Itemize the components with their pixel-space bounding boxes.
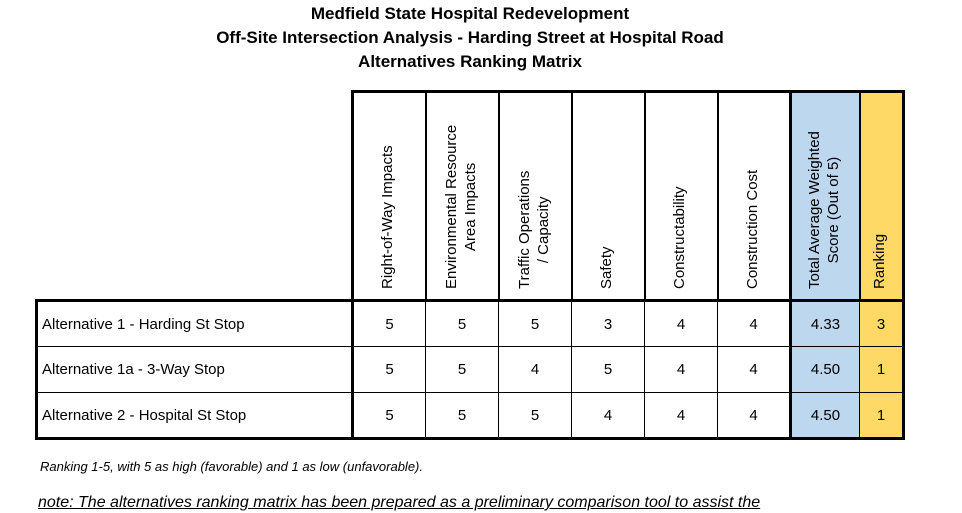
score-cell: 5 [499, 301, 572, 347]
title-line-2: Off-Site Intersection Analysis - Harding Street at Hospital Road [216, 28, 724, 47]
score-cell: 5 [426, 393, 499, 439]
header-safety [572, 92, 645, 301]
header-total-label-1: Total Average Weighted [806, 131, 824, 289]
total-score-cell: 4.33 [791, 301, 860, 347]
score-cell: 4 [718, 301, 791, 347]
title-line-3: Alternatives Ranking Matrix [358, 52, 582, 71]
ranking-legend: Ranking 1-5, with 5 as high (favorable) and 1 as low (unfavorable). [40, 459, 423, 474]
header-constructability [645, 92, 718, 301]
table-row [37, 301, 904, 347]
ranking-cell: 1 [860, 347, 904, 393]
score-cell: 4 [572, 393, 645, 439]
header-ranking-label: Ranking [871, 233, 889, 289]
header-safety-label: Safety [598, 246, 615, 289]
header-ranking [860, 92, 904, 301]
score-cell: 5 [353, 347, 426, 393]
header-right-of-way-label: Right-of-Way Impacts [379, 145, 397, 289]
header-traffic-operations [499, 92, 572, 301]
header-traffic-label-2: / Capacity [535, 196, 552, 264]
score-cell: 3 [572, 301, 645, 347]
score-cell: 4 [499, 347, 572, 393]
alternative-name: Alternative 1a - 3-Way Stop [37, 347, 353, 393]
header-row [37, 92, 904, 301]
alternative-name: Alternative 1 - Harding St Stop [37, 301, 353, 347]
score-cell: 5 [572, 347, 645, 393]
score-cell: 5 [426, 301, 499, 347]
header-constructability-label: Constructability [671, 186, 688, 289]
header-right-of-way [353, 92, 426, 301]
header-environmental [426, 92, 499, 301]
total-score-cell: 4.50 [791, 347, 860, 393]
total-score-cell: 4.50 [791, 393, 860, 439]
table-row [37, 393, 904, 439]
score-cell: 4 [645, 347, 718, 393]
note-text: note: The alternatives ranking matrix has been prepared as a preliminary comparison tool to assist the [38, 494, 761, 511]
header-blank-cell [37, 92, 353, 301]
header-environmental-label-2: Area Impacts [462, 162, 479, 252]
header-construction-cost [718, 92, 791, 301]
ranking-matrix-table [35, 90, 905, 440]
header-traffic-label-1: Traffic Operations [516, 170, 533, 289]
ranking-cell: 1 [860, 393, 904, 439]
score-cell: 5 [499, 393, 572, 439]
header-total-score [791, 92, 860, 301]
alternative-name: Alternative 2 - Hospital St Stop [37, 393, 353, 439]
score-cell: 5 [426, 347, 499, 393]
score-cell: 5 [353, 393, 426, 439]
score-cell: 4 [718, 393, 791, 439]
title-block [0, 2, 940, 74]
header-total-label-2: Score (Out of 5) [825, 156, 843, 264]
title-line-1: Medfield State Hospital Redevelopment [310, 4, 630, 23]
ranking-cell: 3 [860, 301, 904, 347]
header-environmental-label-1: Environmental Resource [443, 124, 460, 289]
table-row [37, 347, 904, 393]
header-construction-cost-label: Construction Cost [743, 169, 761, 289]
score-cell: 4 [718, 347, 791, 393]
score-cell: 4 [645, 393, 718, 439]
score-cell: 4 [645, 301, 718, 347]
score-cell: 5 [353, 301, 426, 347]
